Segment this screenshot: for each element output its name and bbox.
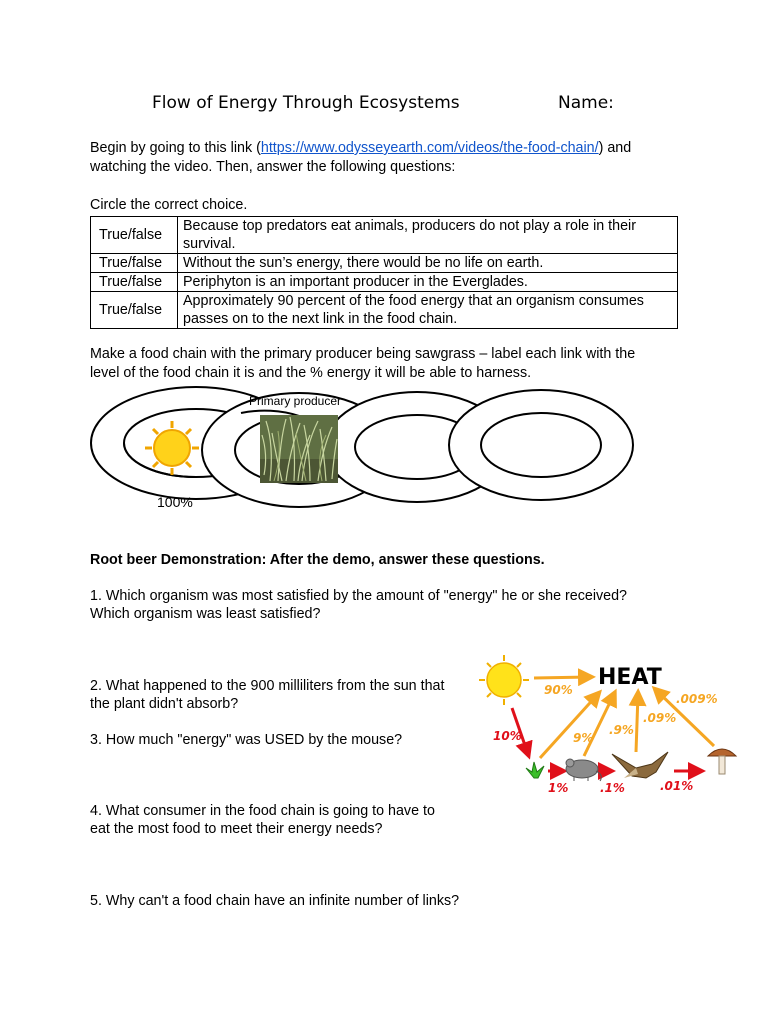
question-text: 4. What consumer in the food chain is going to have to (90, 803, 435, 819)
sawgrass-image (260, 415, 338, 483)
statement-text: survival. (183, 236, 236, 252)
intro-line-2: watching the video. Then, answer the following questions: (90, 159, 456, 175)
sun-icon (479, 655, 529, 705)
true-false-choice[interactable]: True/false (91, 217, 178, 254)
statement-text: Approximately 90 percent of the food energy that an organism consumes (183, 293, 644, 309)
chain-link-hole (481, 413, 601, 477)
arrow-bird-heat (636, 694, 638, 752)
question-text: eat the most food to meet their energy needs? (90, 821, 383, 837)
arrow-sun-heat (534, 677, 590, 678)
sun-icon (145, 421, 199, 475)
true-false-choice[interactable]: True/false (91, 254, 178, 273)
plant-icon (526, 762, 544, 778)
intro-text: Begin by going to this link ( (90, 140, 261, 156)
table-row (91, 292, 678, 329)
question-1 (90, 587, 690, 623)
percent-mouse-heat: .9% (609, 723, 634, 737)
question-text: 2. What happened to the 900 milliliters from the sun that (90, 678, 445, 694)
percent-bird-mushroom: .01% (660, 779, 694, 793)
food-chain-instruction (90, 345, 730, 383)
percent-bird-heat: .09% (643, 711, 677, 725)
bird-icon (612, 752, 668, 778)
circle-instruction: Circle the correct choice. (90, 197, 248, 213)
question-text: the plant didn't absorb? (90, 696, 239, 712)
instruction-line: level of the food chain it is and the % energy it will be able to harness. (90, 365, 532, 381)
statement-cell (178, 217, 678, 254)
true-false-choice[interactable]: True/false (91, 273, 178, 292)
page-title: Flow of Energy Through Ecosystems (152, 93, 460, 113)
sun-percent-label: 100% (157, 494, 193, 510)
table-row (91, 217, 678, 254)
mouse-icon (566, 759, 601, 781)
intro-paragraph (90, 139, 690, 177)
question-text: Which organism was least satisfied? (90, 606, 321, 622)
mushroom-icon (708, 749, 736, 774)
statement-cell (178, 292, 678, 329)
statement-cell: Without the sun’s energy, there would be no life on earth. (178, 254, 678, 273)
root-beer-heading: Root beer Demonstration: After the demo, answer these questions. (90, 552, 545, 568)
statement-cell: Periphyton is an important producer in the Everglades. (178, 273, 678, 292)
table-row (91, 254, 678, 273)
percent-mushroom-heat: .009% (676, 692, 718, 706)
food-chain-links (86, 385, 646, 520)
question-4 (90, 802, 490, 838)
question-text: 1. Which organism was most satisfied by the amount of "energy" he or she received? (90, 588, 628, 604)
producer-label: Primary producer (249, 394, 342, 408)
question-2 (90, 677, 490, 713)
heat-label: HEAT (598, 665, 662, 690)
percent-plant-mouse: 1% (548, 781, 569, 795)
table-row (91, 273, 678, 292)
percent-sun-plant: 10% (493, 729, 522, 743)
name-label: Name: (558, 93, 614, 113)
video-link[interactable]: https://www.odysseyearth.com/videos/the-food-chain/ (260, 140, 599, 156)
percent-mouse-bird: .1% (600, 781, 625, 795)
instruction-line: Make a food chain with the primary producer being sawgrass – label each link with the (90, 346, 636, 362)
intro-text-end: ) and (598, 140, 632, 156)
statement-text: Because top predators eat animals, producers do not play a role in their (183, 218, 636, 234)
statement-text: passes on to the next link in the food chain. (183, 311, 458, 327)
percent-plant-heat: 9% (573, 731, 594, 745)
question-3: 3. How much "energy" was USED by the mouse? (90, 732, 403, 748)
question-5: 5. Why can't a food chain have an infinite number of links? (90, 893, 460, 909)
energy-flow-diagram (478, 650, 744, 800)
percent-sun-heat: 90% (544, 683, 573, 697)
true-false-choice[interactable]: True/false (91, 292, 178, 329)
true-false-table (90, 216, 678, 329)
